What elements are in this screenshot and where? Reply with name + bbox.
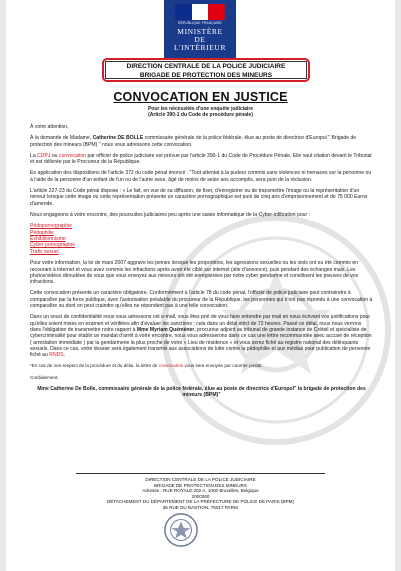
text: . [63,352,66,359]
text: La [30,152,38,159]
text: par officier de police judiciaire est prévue par l'article 390-1 du Code de Procédure Pénale. Elle vaut citation devant le Tribunal et est délivrée par le Procureur de la République. [30,152,372,166]
offense-item: Pédophilie [30,229,54,236]
greeting: À votre attention, [30,124,69,130]
document-subtitle [6,106,395,118]
text: vous sera envoyée par courrier postal. [183,363,263,369]
document-page [6,0,395,571]
ministry-name [164,28,236,52]
text: commissaire générale de la police fédérale, élue au poste de directrice d'Europol " Brigade de protection des mineurs (BPM) " nous vous adressons cette convocation. [30,135,357,148]
footer-line-5: DÉTACHEMENT DU DÉPARTEMENT DE LA PRÉFECTURE DE POLICE DE PARIS (BPM) [106,499,295,505]
letter-body [30,124,373,404]
marianne-flag-icon [175,4,225,20]
ministry-logo [164,0,236,58]
offense-list [30,223,373,255]
banner-line-1: DIRECTION CENTRALE DE LA POLICE JUDICIAIRE [126,63,286,70]
subtitle-line-1: Pour les nécessités d'une enquête judiciaire [147,106,254,112]
ministry-line-2: DE [194,35,206,44]
footer-line-1: DIRECTION CENTRALE DE LA POLICE JUDICIAIRE [145,477,256,482]
document-title: CONVOCATION EN JUSTICE [113,90,288,104]
convocation-term: convocation [158,363,184,369]
footer-divider [76,473,325,474]
banner-line-2: BRIGADE DE PROTECTION DES MINEURS [139,72,273,79]
paragraph-obligation: Cette convocation présente un caractère obligatoire. Conformément à l'article 78 du code pénal, l'officier de police judiciaire peut contraindre à comparaître par la force publique, avec l'autorisation préalable du procureur de la République, les personnes qui n'ont pas répondu à une convocation à comparaître ou dont on peut craindre qu'elles ne répondent pas à une telle convocation. [30,290,373,310]
closing: Cordialement, [30,374,59,380]
ministry-line-3: L'INTÉRIEUR [173,43,227,52]
text: Dans un souci de confidentialité nous vous adressons cet e-mail, vous êtes prié de vous faire entendre par mail en nous écrivant vos justifications pour qu'elles soient mises en examen et vérifiées afin d'évaluer les sanctions ; cela dans un délai strict de 72 heures. Passé ce délai, nous nous verrons dans l'obligation de transmettre notre rapport à [30,314,371,333]
letterhead [6,0,395,58]
rnds-term: RNDS [49,352,64,359]
footer-address [76,473,325,511]
paragraph-article-372: En application des dispositions de l'article 372 du code pénal énoncé : "Tout attentat à la pudeur commis sans violences ni menaces sur la personne ou à l'aide de la personne d'un enfant de l'un ou de l'autre sexe, âgé de moins de seize ans accomplis, sera puni de la réclusion. [30,170,372,183]
footnote [30,363,373,369]
paragraph-request [30,135,373,148]
offense-item: Pédopornographie [30,223,72,230]
footer-line-4: 2000360 [191,493,210,499]
department-banner [102,58,310,82]
paragraph-charges-intro: Nous engageons à votre encontre, des poursuites judiciaires peu après une saisie informatique de la Cyber-infiltration pour : [30,211,311,218]
subtitle-line-2: (Article 390-1 du Code de procédure pénale) [148,112,253,118]
text: *En cas de non-respect de la procédure et du délai, la lettre de [30,363,159,369]
cdpj-term: CDPJ [37,152,51,159]
text: Les photos/vidéos dénudées de vous que vous envoyez aux mineurs ont été enregistrées par notre cyber gendarme et constituent les preuves de vos infractions. [30,266,359,286]
footer-line-2: BRIGADE DE PROTECTION DES MINEURS [154,482,247,488]
paragraph-article-227: L'article 227-23 du Code pénal dispose : « Le fait, en vue de sa diffusion, de fixer, d'enregistrer ou de transmettre l'image ou la représentation d'un mineur lorsque cette image ou cette représentation présente un caractère pornographique est puni de cinq ans d'emprisonnement et de 75 000 Euros d'amende. [30,188,368,207]
footer-line-3: Adresse : RUE ROYALE 202 A, 1000 Bruxelles, Belgique [142,488,259,494]
offense-item: Cyber pornographie [30,242,76,249]
prosecutor-name: Mme Myriam Quéméner [136,326,195,333]
text: , procureur adjoint au tribunal de grande instance de Créteil et spécialiste de cybercriminalité pour établir un mandat d'arrêt à votre encontre, nous vous adresserons dans ce cas une lettre recommandée avec accusé de réception ( arrestation immédiate ) par la gendarmerie la plus proche de votre « Lieu de résidence » et vous serez fiché au registre national des délinquants sexuels. Dans ce cas, votre dossier sera également transmis aux associations de lutte contre la pédophilie et aux médias pour publication de personne fiché au [30,326,372,359]
director-name: Catherine DE BOLLE [92,135,144,142]
paragraph-cdpj [30,153,373,166]
signature-block: Mme Catherine De Bolle, commissaire générale de la police fédérale, élue au poste de directrice d'Europol" la brigade de protection des mineurs (BPM)" [37,386,366,399]
footer-line-6: 36 RUE DU BASTION, 75017 PARIS [162,504,239,510]
ministry-line-1: MINISTÈRE [177,27,223,36]
police-stamp-icon [162,512,200,548]
text: Pour votre information, la loi de mars 2007 aggrave les peines lorsque les proportions, les agressions sexuelles ou les viols ont eu été commis en recourant à internet et vous avez commis les infractions après avoir été ciblé sur internet (site d'annonce), puis pendant des échanges mais. [30,260,358,273]
text: À la demande de Madame, [30,135,93,142]
convocation-term: convocation [58,152,87,159]
paragraph-law-2007 [30,260,373,285]
offense-item: Trafic sexuel [30,248,59,255]
paragraph-deadline [30,314,373,358]
republic-label: RÉPUBLIQUE FRANÇAISE [178,21,222,25]
offense-item: Exhibitionnisme [30,236,66,243]
text: ou [50,152,59,159]
